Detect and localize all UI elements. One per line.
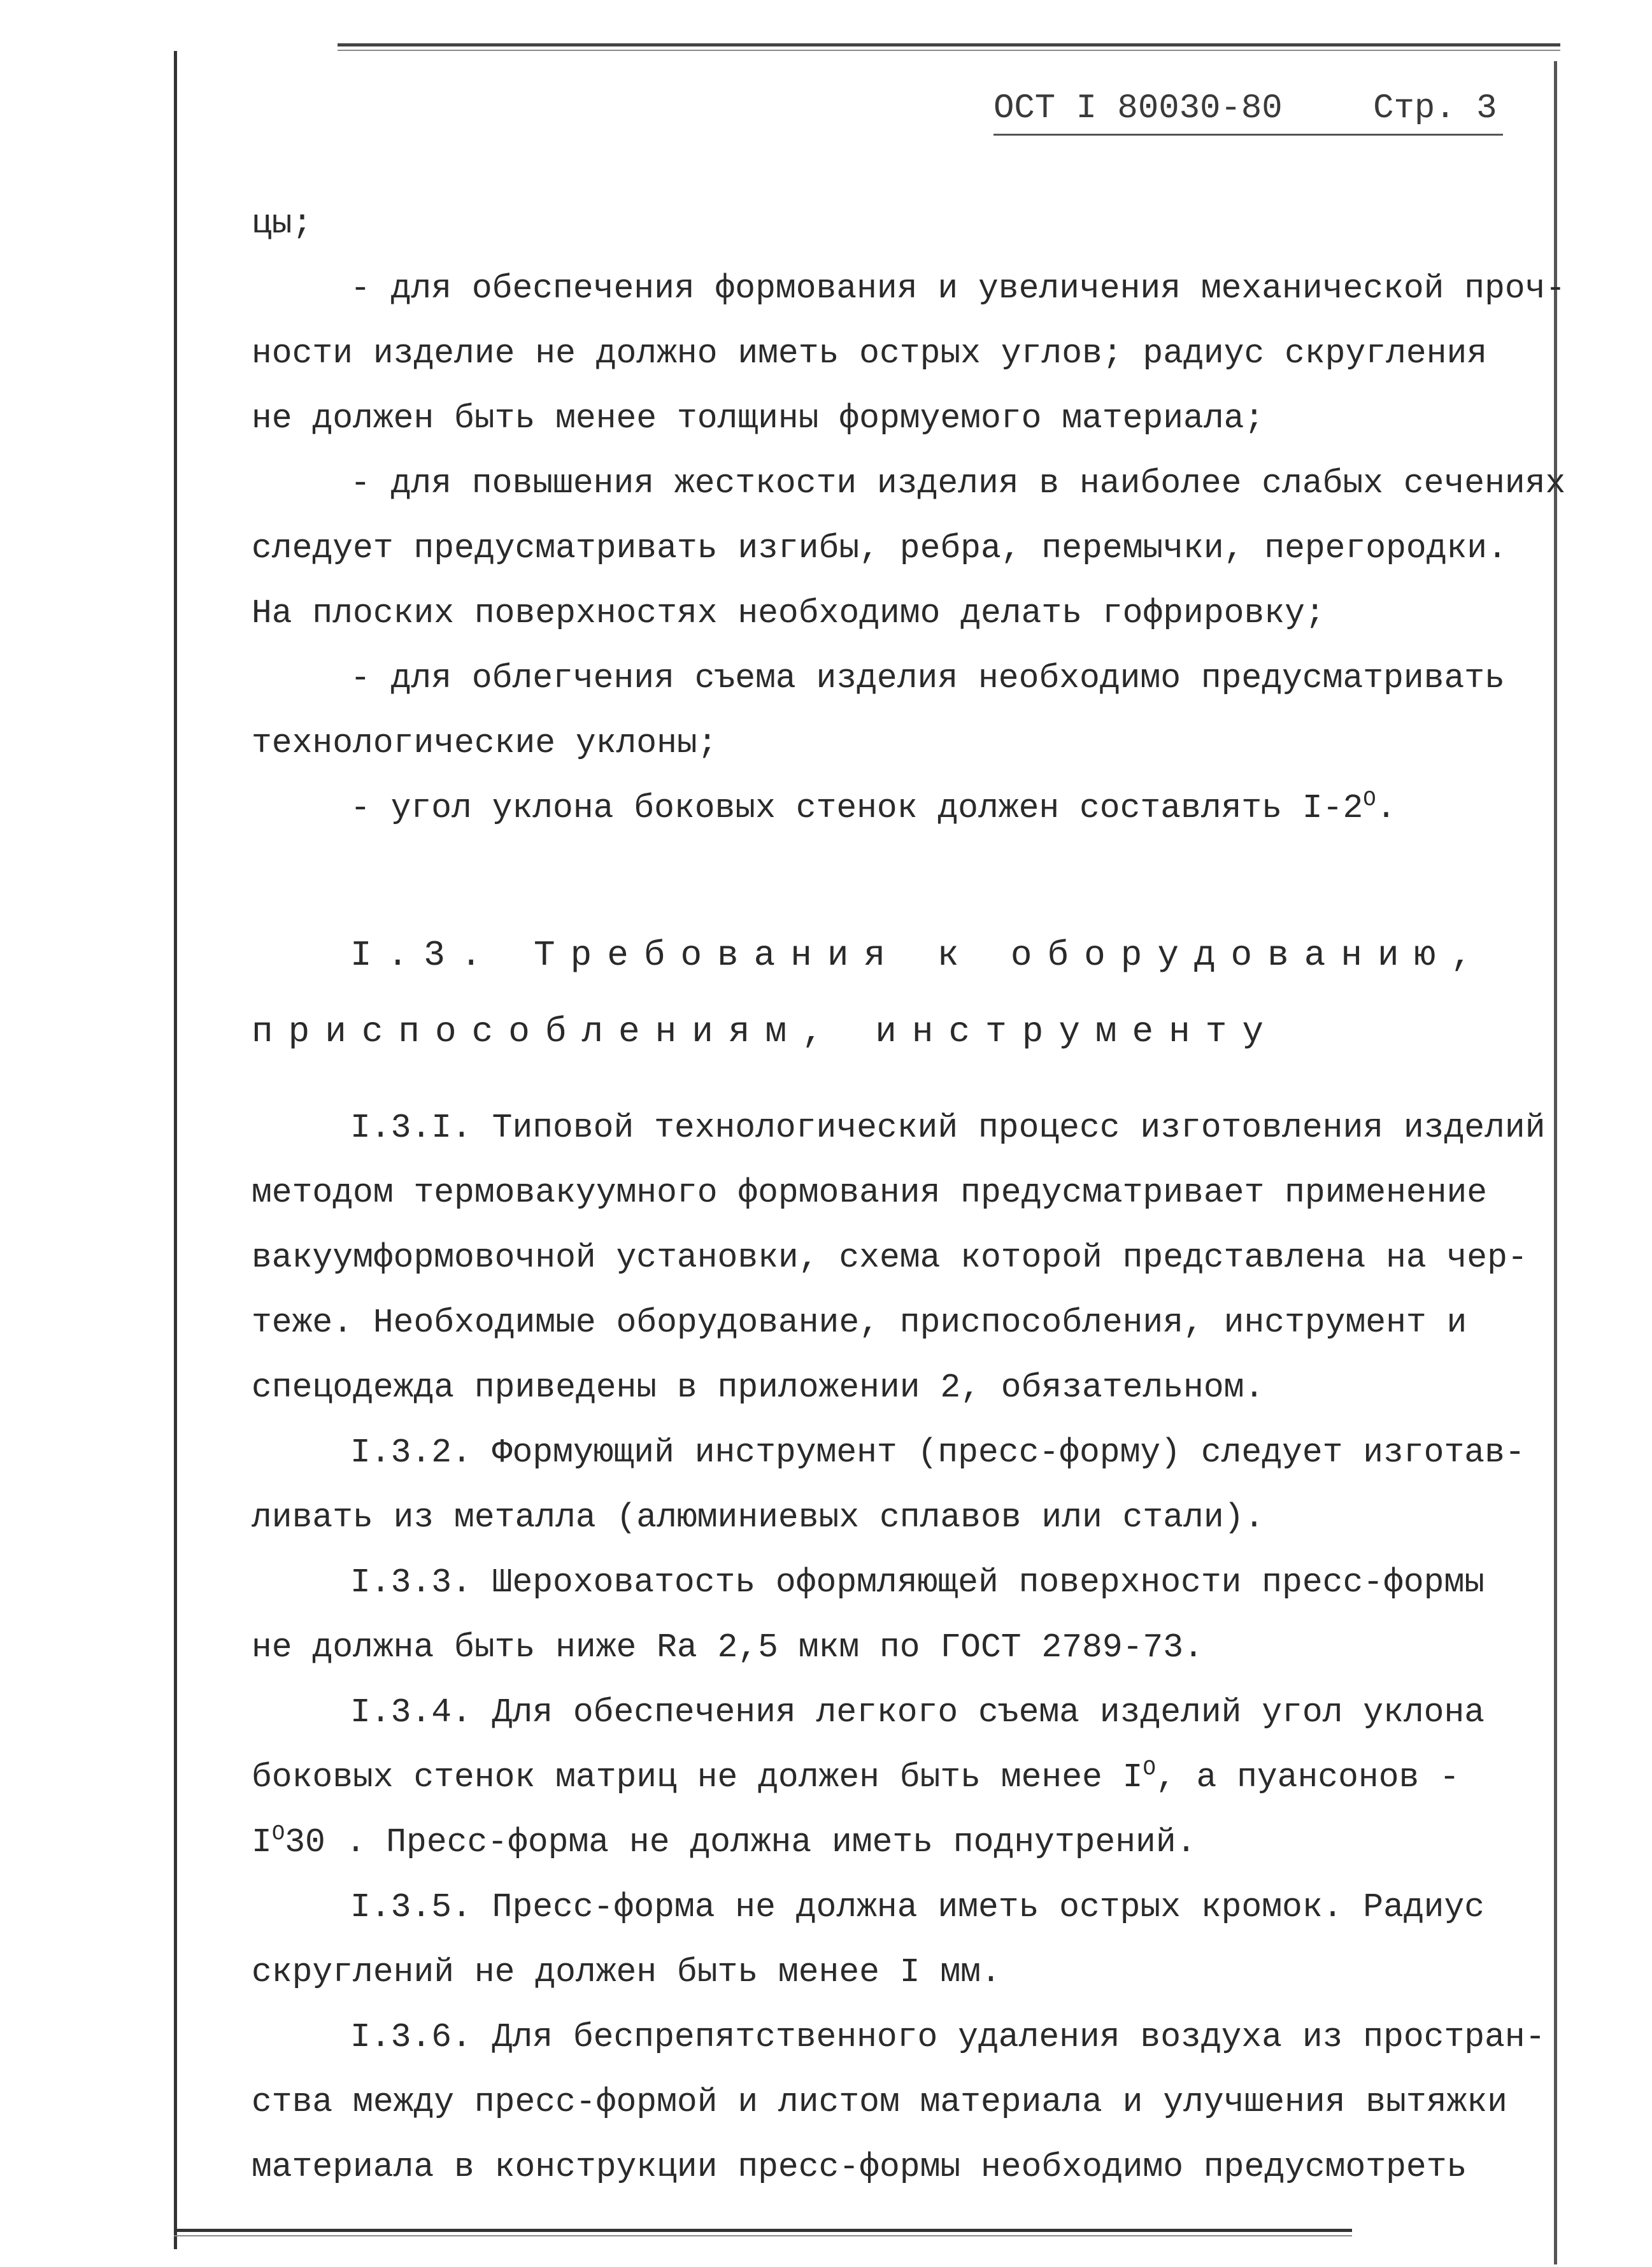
text-line: не должна быть ниже Ra 2,5 мкм по ГОСТ 2789-73. [252,1628,1204,1666]
text-line: I.3.I. Типовой технологический процесс изготовления изделий [350,1109,1546,1147]
text-line [252,1745,1532,1810]
text-line: спецодежда приведены в приложении 2, обязательном. [252,1368,1265,1407]
page-frame-bottom-inner [174,2235,1352,2236]
standard-number: ОСТ I 80030-80 [993,89,1283,128]
text-line: скруглений не должен быть менее I мм. [252,1953,1001,1991]
page-frame-right [1554,61,1557,2264]
text-line: I.3.5. Пресс-форма не должна иметь острых кромок. Радиус [350,1888,1485,1926]
document-body [252,191,1566,2199]
page-frame-top [338,43,1560,46]
text-line: вакуумформовочной установки, схема которой представлена на чер- [252,1239,1528,1277]
text-line: ства между пресс-формой и листом материала и улучшения вытяжки [252,2083,1507,2121]
degree-sign: О [1143,1757,1156,1782]
text-line: - для обеспечения формования и увеличения механической проч- [350,269,1566,308]
page-frame-top-inner [338,50,1560,51]
text-line: На плоских поверхностях необходимо делать гофрировку; [252,594,1325,632]
section-heading: приспособлениям, инструменту [252,1011,1279,1052]
text-line: не должен быть менее толщины формуемого материала; [252,399,1265,437]
degree-sign: О [271,1822,285,1847]
text-fragment: 30 . Пресс-форма не должна иметь поднутрений. [285,1823,1197,1861]
degree-sign: О [1363,788,1376,813]
page-frame-left [174,51,177,2249]
text-line [252,1810,1532,1875]
text-fragment: I [252,1823,272,1861]
text-line: ности изделие не должно иметь острых углов; радиус скругления [252,334,1488,373]
text-fragment: . [1376,789,1397,827]
text-line [252,776,1532,841]
text-line: I.3.6. Для беспрепятственного удаления воздуха из простран- [350,2018,1546,2056]
text-line: ливать из металла (алюминиевых сплавов или стали). [252,1498,1265,1537]
spacer [252,1070,1532,1095]
text-line: I.3.3. Шероховатость оформляющей поверхности пресс-формы [350,1563,1485,1602]
text-fragment: боковых стенок матриц не должен быть менее I [252,1758,1143,1796]
text-line: цы; [252,204,313,243]
text-line: - для повышения жесткости изделия в наиболее слабых сечениях [350,464,1566,502]
spacer [252,841,1532,917]
header-underline [993,134,1503,136]
text-line: I.3.4. Для обеспечения легкого съема изделий угол уклона [350,1693,1485,1731]
text-line: I.3.2. Формующий инструмент (пресс-форму) следует изготав- [350,1433,1525,1472]
text-line: материала в конструкции пресс-формы необходимо предусмотреть [252,2148,1467,2186]
text-fragment: , а пуансонов - [1155,1758,1460,1796]
page-frame-bottom [174,2229,1352,2232]
page-number: Стр. 3 [1373,89,1497,128]
text-line: следует предусматривать изгибы, ребра, перемычки, перегородки. [252,529,1507,567]
text-line: теже. Необходимые оборудование, приспособления, инструмент и [252,1304,1467,1342]
text-line: методом термовакуумного формования предусматривает применение [252,1174,1488,1212]
page-header [993,89,1503,140]
section-heading: I.3. Требования к оборудованию, [350,935,1488,976]
text-line: - для облегчения съема изделия необходимо предусматривать [350,659,1505,697]
text-fragment: - угол уклона боковых стенок должен составлять I-2 [350,789,1364,827]
text-line: технологические уклоны; [252,724,718,762]
